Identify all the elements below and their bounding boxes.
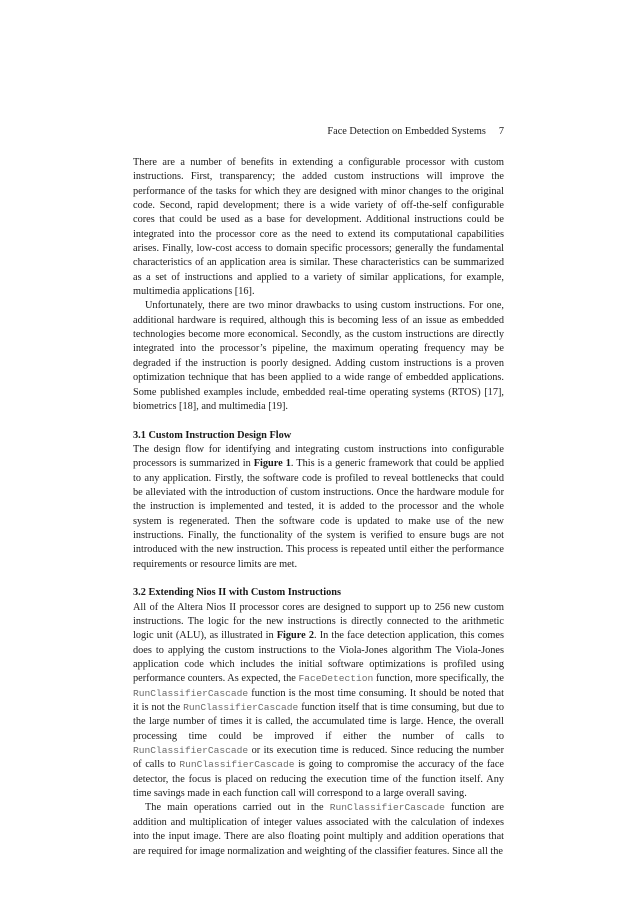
code-face-detection: FaceDetection — [298, 673, 374, 685]
code-run-classifier-cascade: RunClassifierCascade — [133, 687, 249, 699]
body-text — [133, 156, 504, 859]
page-number: 7 — [498, 126, 504, 137]
figure-1-reference: Figure 1 — [253, 458, 291, 470]
code-run-classifier-cascade: RunClassifierCascade — [133, 745, 249, 757]
text-span: function is the most time consuming. It should be noted that it is not the — [133, 687, 504, 714]
text-span: function itself that is time consuming, but due to the large number of times it is called, the accumulated time is large. Hence, the overall processing time could be improved if either the number of calls to — [133, 702, 505, 742]
section-heading-3-1: 3.1 Custom Instruction Design Flow — [133, 429, 292, 441]
running-header — [133, 126, 504, 138]
paragraph-nios-extension — [133, 601, 504, 802]
text-span: The main operations carried out in the — [145, 802, 330, 814]
text-span: is going to compromise the accuracy of the face detector, the focus is placed on reducing the execution time of the function itself. Any time savings made in each function call will correspond to a large overall saving. — [133, 759, 504, 800]
section-heading-3-2: 3.2 Extending Nios II with Custom Instructions — [133, 587, 341, 599]
code-run-classifier-cascade: RunClassifierCascade — [329, 802, 445, 814]
paragraph-main-operations — [133, 801, 504, 858]
text-span: function, more specifically, the — [373, 673, 504, 685]
paragraph-design-flow — [133, 443, 504, 572]
text-span: or its execution time is reduced. Since reducing the number of calls to — [133, 745, 504, 771]
code-run-classifier-cascade: RunClassifierCascade — [179, 759, 295, 771]
text-span: . This is a generic framework that could be applied to any application. Firstly, the software code is profiled to reveal bottlenecks that could be alleviated with the introduction of custom instructions. Once the hardware module for the instruction is implemented and tested, it is added to the processor and the whole system is regenerated. Then the software code is updated to make use of the new instructions. Finally, the functionality of the system is verified to ensure bugs are not introduced with the new instruction. This process is repeated until either the performance requirements or resource limits are met. — [133, 458, 505, 570]
paragraph-benefits: There are a number of benefits in extending a configurable processor with custom instructions. First, transparency; the added custom instructions will improve the performance of the tasks for which they are designed with minor changes to the original code. Second, rapid development; there is a wide variety of off-the-self configurable cores that could be used as a base for development. Additional instructions could be integrated into the processor core as the need to extend its computational capabilities arises. Finally, low-cost access to domain specific processors; generally the fundamental characteristics of an application area is similar. These characteristics can be summarized as a set of instructions and applied to a variety of similar applications, for example, multimedia applications [16]. — [133, 157, 504, 298]
running-title: Face Detection on Embedded Systems — [327, 126, 486, 137]
text-span: All of the Altera Nios II processor cores are designed to support up to 256 new custom instructions. The logic for the new instructions is directly connected to the arithmetic logic unit (ALU), as illustrated in — [133, 601, 504, 642]
code-run-classifier-cascade: RunClassifierCascade — [183, 702, 299, 714]
text-span: The design flow for identifying and integrating custom instructions into configurable processors is summarized in — [133, 443, 504, 470]
figure-2-reference: Figure 2 — [276, 630, 314, 642]
text-span: . In the face detection application, this comes does to applying the custom instructions to the Viola-Jones algorithm The Viola-Jones application code which includes the initial software optimizations is profiled using performance counters. As expected, the — [133, 630, 505, 685]
paragraph-drawbacks: Unfortunately, there are two minor drawbacks to using custom instructions. For one, additional hardware is required, although this is becoming less of an issue as embedded technologies become more economical. Secondly, as the custom instructions are directly integrated into the processor’s pipeline, the maximum operating frequency may be degraded if the instruction is poorly designed. Adding custom instructions is a proven optimization technique that has been applied to a wide range of embedded applications. Some published examples include, embedded real-time operating systems (RTOS) [17], biometrics [18], and multimedia [19]. — [133, 300, 504, 412]
text-span: function are addition and multiplication of integer values associated with the calculation of indexes into the input image. There are also floating point multiply and addition operations that are required for image normalization and weighting of the classifier features. Since all the — [133, 802, 504, 857]
